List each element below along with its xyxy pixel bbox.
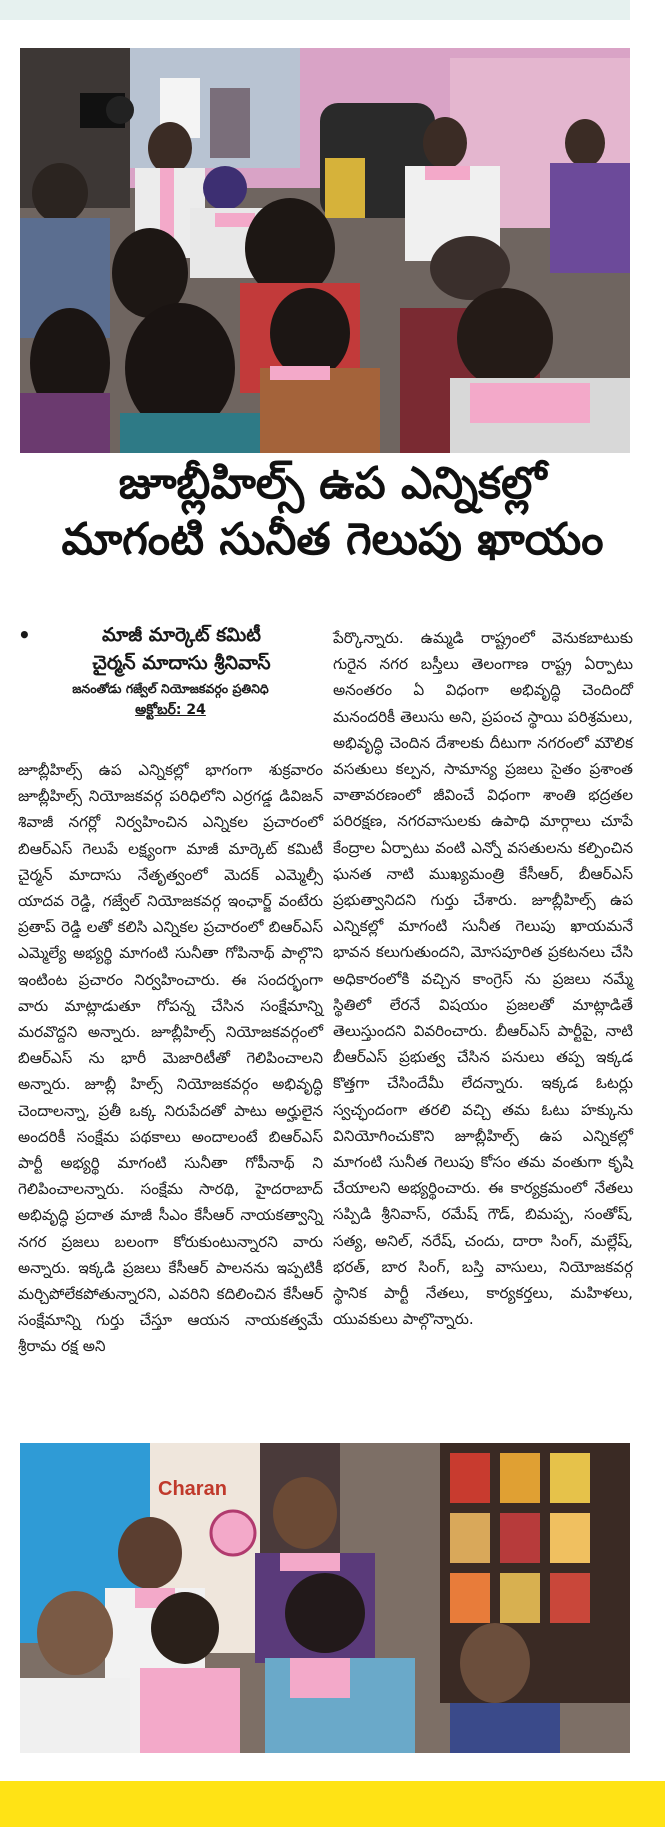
kicker-line-2: చైర్మన్ మాదాసు శ్రీనివాస్ (92, 652, 271, 674)
headline-line-2: మాగంటి సునీత గెలుపు ఖాయం (61, 514, 604, 565)
headline-line-1: జూబ్లీహిల్స్ ఉప ఎన్నికల్లో (118, 458, 547, 509)
kicker-line-1: మాజీ మార్కెట్ కమిటీ (102, 624, 261, 646)
byline (18, 621, 323, 721)
footer-bar (0, 1781, 665, 1827)
shop-campaign-photo (20, 1443, 630, 1753)
article-body-right-column: పేర్కొన్నారు. ఉమ్మడి రాష్ట్రంలో వెనుకబాటుకు గురైన నగర బస్తీలు తెలంగాణ రాష్ట్ర ఏర్పాటు అనంతరం ఏ విధంగా అభివృద్ధి చెందిందో మనందరికీ తెలుసు అని, ప్రపంచ స్థాయి పరిశ్రమలు, అభివృద్ధి చెందిన దేశాలకు దీటుగా నగరంలో మౌలిక వసతులు కల్పన, సామాన్య ప్రజలు సైతం ప్రశాంత వాతావరణంలో జీవించే విధంగా శాంతి భద్రతల పరిరక్షణ, నగరవాసులకు ఉపాధి మార్గాలు చూపే కేంద్రాల ఏర్పాటు వంటి ఎన్నో వసతులను కల్పించిన ఘనత నాటి ముఖ్యమంత్రి కేసీఆర్, బీఆర్ఎస్ ప్రభుత్వానిదని గుర్తు చేశారు. జూబ్లీహిల్స్ ఉప ఎన్నికల్లో మాగంటి సునీత గెలుపు ఖాయమనే భావన కలుగుతుందని, మోసపూరిత ప్రకటనలు చేసి అధికారంలోకి వచ్చిన కాంగ్రెస్ ను ప్రజలు నమ్మే స్థితిలో లేరనే విషయం ప్రజలతో మాట్లాడితే తెలుస్తుందని వివరించారు. బీఆర్ఎస్ పార్టీపై, నాటి బీఆర్ఎస్ ప్రభుత్వ చేసిన పనులు తప్ప ఇక్కడ కొత్తగా చేసిందేమీ లేదన్నారు. ఇక్కడ ఓటర్లు స్వచ్ఛందంగా తరలి వచ్చి తమ ఓటు హక్కును వినియోగించుకొని జూబ్లీహిల్స్ ఉప ఎన్నికల్లో మాగంటి సునీత గెలుపు కోసం తమ వంతుగా కృషి చేయాలని అభ్యర్థించారు. ఈ కార్యక్రమంలో నేతలు సప్పిడి శ్రీనివాస్, రమేష్ గౌడ్, బిమప్ప, సంతోష్, సత్య, అనిల్, నరేష్, చందు, దారా సింగ్, మల్లేష్, భరత్, బార సింగ్, బస్తి వాసులు, నియోజకవర్గ స్థానిక పార్టీ నేతలు, కార్యకర్తలు, మహిళలు, యువకులు పాల్గొన్నారు. (333, 629, 633, 1329)
bullet-icon: • (18, 623, 31, 647)
reporter-credit: జనంతోడు గజ్వేల్ నియోజకవర్గం ప్రతినిధి (72, 681, 269, 696)
campaign-crowd-photo (20, 48, 630, 453)
top-band (0, 0, 630, 20)
headline (0, 456, 665, 568)
article-body-left-column: జూబ్లీహిల్స్ ఉప ఎన్నికల్లో భాగంగా శుక్రవారం జూబ్లీహిల్స్ నియోజకవర్గ పరిధిలోని ఎర్రగడ్డ డివిజన్ శివాజీ నగర్లో నిర్వహించిన ఎన్నికల ప్రచారంలో బిఆర్ఎస్ గెలుపే లక్ష్యంగా మాజీ మార్కెట్ కమిటీ చైర్మన్ మాదాసు నేతృత్వంలో మెదక్ ఎమ్మెల్సీ యాదవ రెడ్డి, గజ్వేల్ నియోజకవర్గ ఇంఛార్జ్ వంటేరు ప్రతాప్ రెడ్డి లతో కలిసి ఎన్నికల ప్రచారంలో బిఆర్ఎస్ ఎమ్మెల్యే అభ్యర్థి మాగంటి సునీతా గోపినాథ్ పాల్గొని ఇంటింట ప్రచారం నిర్వహించారు. ఈ సందర్భంగా వారు మాట్లాడుతూ గోపన్న చేసిన సంక్షేమాన్ని మరవొద్దని అన్నారు. జూబ్లీహిల్స్ నియోజకవర్గంలో బిఆర్ఎస్ ను భారీ మెజారిటీతో గెలిపించాలని అన్నారు. జూబ్లీ హిల్స్ నియోజకవర్గం అభివృద్ధి చెందాలన్నా, ప్రతీ ఒక్క నిరుపేదతో పాటు అర్హులైన అందరికీ సంక్షేమ పథకాలు అందాలంటే బిఆర్ఎస్ పార్టీ అభ్యర్థి మాగంటి సునీతా గోపీనాథ్ ని గెలిపించాలన్నారు. సంక్షేమ సారథి, హైదరాబాద్ అభివృద్ధి ప్రదాత మాజీ సీఎం కేసీఆర్ నాయకత్వాన్ని నగర ప్రజలు బలంగా కోరుకుంటున్నారని వారు అన్నారు. ఇక్కడి ప్రజలు కేసీఆర్ పాలనను ఇప్పటికీ మర్చిపోలేకపోతున్నారని, ఎవరిని కదిలించిన కేసీఆర్ సంక్షేమాన్ని గుర్తు చేస్తూ ఆయన నాయకత్వమే శ్రీరామ రక్ష అని (18, 761, 323, 1356)
shop-sign-text: Charan (158, 1478, 227, 1500)
kicker (40, 621, 323, 677)
dateline: అక్టోబర్: 24 (135, 702, 206, 718)
